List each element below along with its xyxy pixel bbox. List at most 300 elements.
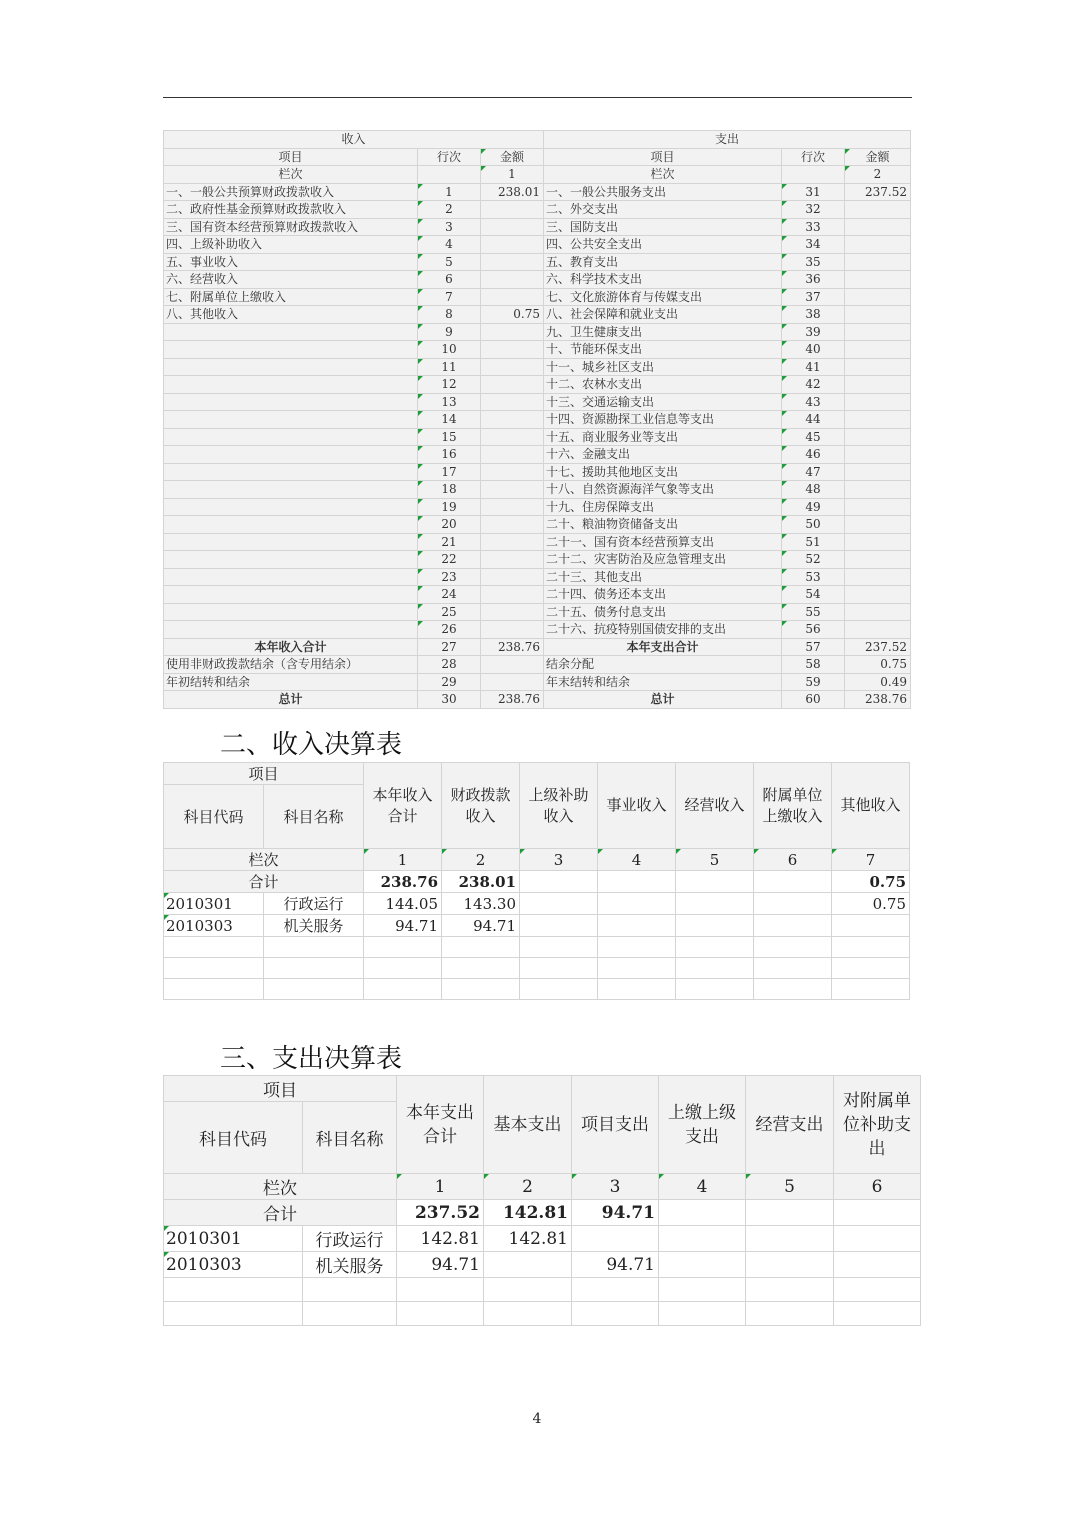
table-row-empty bbox=[164, 1278, 921, 1302]
expense-line-no: 46 bbox=[782, 446, 845, 464]
table-row bbox=[164, 915, 910, 937]
summary-lanci-row bbox=[164, 166, 911, 184]
expense-total-2: 142.81 bbox=[484, 1200, 572, 1226]
income-lanci-2: 2 bbox=[442, 849, 520, 871]
income-amount bbox=[481, 446, 544, 464]
expense-row2-code: 2010303 bbox=[164, 1252, 303, 1278]
income-col-item: 项目 bbox=[164, 148, 418, 166]
expense-item: 六、科学技术支出 bbox=[544, 271, 782, 289]
income-amount bbox=[481, 253, 544, 271]
year-total-expense-label: 本年支出合计 bbox=[544, 638, 782, 656]
grand-total-income-no: 30 bbox=[418, 691, 481, 709]
income-item: 一、一般公共预算财政拨款收入 bbox=[164, 183, 418, 201]
table-row bbox=[164, 498, 911, 516]
income-line-no: 10 bbox=[418, 341, 481, 359]
expense-item: 二十六、抗疫特别国债安排的支出 bbox=[544, 621, 782, 639]
expense-line-no: 37 bbox=[782, 288, 845, 306]
income-line-no: 21 bbox=[418, 533, 481, 551]
expense-line-no: 40 bbox=[782, 341, 845, 359]
expense-lanci-1: 1 bbox=[397, 1174, 484, 1200]
expense-head-col-3: 项目支出 bbox=[572, 1076, 659, 1174]
income-item bbox=[164, 498, 418, 516]
expense-line-no: 52 bbox=[782, 551, 845, 569]
table-row bbox=[164, 306, 911, 324]
income-total-5 bbox=[676, 871, 754, 893]
expense-line-no: 33 bbox=[782, 218, 845, 236]
expense-amount bbox=[845, 428, 911, 446]
expense-item: 一、一般公共服务支出 bbox=[544, 183, 782, 201]
income-row2-v7 bbox=[832, 915, 910, 937]
expense-row2-v2 bbox=[484, 1252, 572, 1278]
expense-item: 十七、援助其他地区支出 bbox=[544, 463, 782, 481]
income-head-row-1 bbox=[164, 763, 910, 785]
income-col-line: 行次 bbox=[418, 148, 481, 166]
r28-expense-no: 58 bbox=[782, 656, 845, 674]
income-head-col-7: 其他收入 bbox=[832, 763, 910, 849]
income-item bbox=[164, 516, 418, 534]
income-head-col-1: 本年收入合计 bbox=[364, 763, 442, 849]
table-row bbox=[164, 376, 911, 394]
income-item bbox=[164, 411, 418, 429]
income-head-col-2: 财政拨款收入 bbox=[442, 763, 520, 849]
header-rule bbox=[163, 97, 912, 98]
income-row2-v3 bbox=[520, 915, 598, 937]
expense-item: 十一、城乡社区支出 bbox=[544, 358, 782, 376]
income-amount bbox=[481, 201, 544, 219]
expense-item: 十二、农林水支出 bbox=[544, 376, 782, 394]
expense-amount bbox=[845, 568, 911, 586]
r28-income-label: 使用非财政拨款结余（含专用结余） bbox=[164, 656, 418, 674]
income-total-label: 合计 bbox=[164, 871, 364, 893]
grand-total-expense-amt: 238.76 bbox=[845, 691, 911, 709]
income-line-no: 26 bbox=[418, 621, 481, 639]
expense-amount bbox=[845, 481, 911, 499]
income-head-col-5: 经营收入 bbox=[676, 763, 754, 849]
table-row-empty bbox=[164, 958, 910, 979]
table-row bbox=[164, 568, 911, 586]
table-row-empty bbox=[164, 937, 910, 958]
income-amount bbox=[481, 271, 544, 289]
income-lanci-label: 栏次 bbox=[164, 849, 364, 871]
expense-item: 三、国防支出 bbox=[544, 218, 782, 236]
expense-lanci-4: 4 bbox=[659, 1174, 746, 1200]
expense-item: 十九、住房保障支出 bbox=[544, 498, 782, 516]
income-line-no: 9 bbox=[418, 323, 481, 341]
income-line-no: 23 bbox=[418, 568, 481, 586]
income-lanci-no: 1 bbox=[481, 166, 544, 184]
income-line-no: 2 bbox=[418, 201, 481, 219]
income-amount: 0.75 bbox=[481, 306, 544, 324]
expense-row1-v4 bbox=[659, 1226, 746, 1252]
year-total-expense-amt: 237.52 bbox=[845, 638, 911, 656]
year-total-income-amt: 238.76 bbox=[481, 638, 544, 656]
income-total-7: 0.75 bbox=[832, 871, 910, 893]
table-row bbox=[164, 463, 911, 481]
income-item bbox=[164, 428, 418, 446]
year-total-expense-no: 57 bbox=[782, 638, 845, 656]
income-line-no: 1 bbox=[418, 183, 481, 201]
expense-lanci: 栏次 bbox=[544, 166, 782, 184]
income-item: 八、其他收入 bbox=[164, 306, 418, 324]
income-amount bbox=[481, 481, 544, 499]
expense-line-no: 41 bbox=[782, 358, 845, 376]
expense-row2-v1: 94.71 bbox=[397, 1252, 484, 1278]
income-line-no: 11 bbox=[418, 358, 481, 376]
expense-amount bbox=[845, 516, 911, 534]
expense-item: 四、公共安全支出 bbox=[544, 236, 782, 254]
expense-item: 十八、自然资源海洋气象等支出 bbox=[544, 481, 782, 499]
expense-line-no: 32 bbox=[782, 201, 845, 219]
expense-row1-name: 行政运行 bbox=[303, 1226, 397, 1252]
expense-item: 十、节能环保支出 bbox=[544, 341, 782, 359]
income-section-title: 二、收入决算表 bbox=[220, 730, 403, 760]
income-item bbox=[164, 603, 418, 621]
year-total-income-label: 本年收入合计 bbox=[164, 638, 418, 656]
expense-head-code: 科目代码 bbox=[164, 1102, 303, 1174]
expense-line-no: 34 bbox=[782, 236, 845, 254]
table-row bbox=[164, 201, 911, 219]
expense-head-col-6: 对附属单位补助支出 bbox=[834, 1076, 921, 1174]
r28-expense-amt: 0.75 bbox=[845, 656, 911, 674]
table-row bbox=[164, 323, 911, 341]
expense-amount bbox=[845, 201, 911, 219]
income-line-no: 25 bbox=[418, 603, 481, 621]
expense-line-no: 35 bbox=[782, 253, 845, 271]
table-row bbox=[164, 393, 911, 411]
income-final-table bbox=[163, 762, 910, 1000]
income-amount bbox=[481, 218, 544, 236]
expense-line-no: 44 bbox=[782, 411, 845, 429]
expense-line-no: 51 bbox=[782, 533, 845, 551]
expense-item: 十五、商业服务业等支出 bbox=[544, 428, 782, 446]
income-line-no: 4 bbox=[418, 236, 481, 254]
income-line-no: 6 bbox=[418, 271, 481, 289]
income-line-no: 16 bbox=[418, 446, 481, 464]
income-row1-v4 bbox=[598, 893, 676, 915]
table-row-empty bbox=[164, 1302, 921, 1326]
expense-col-amount: 金额 bbox=[845, 148, 911, 166]
income-row2-v2: 94.71 bbox=[442, 915, 520, 937]
table-row bbox=[164, 586, 911, 604]
income-line-no: 14 bbox=[418, 411, 481, 429]
table-row bbox=[164, 516, 911, 534]
income-lanci-1: 1 bbox=[364, 849, 442, 871]
income-amount bbox=[481, 603, 544, 621]
income-row1-name: 行政运行 bbox=[264, 893, 364, 915]
income-amount bbox=[481, 393, 544, 411]
expense-amount bbox=[845, 323, 911, 341]
expense-amount bbox=[845, 463, 911, 481]
table-row bbox=[164, 551, 911, 569]
income-amount bbox=[481, 533, 544, 551]
expense-item: 二、外交支出 bbox=[544, 201, 782, 219]
income-total-4 bbox=[598, 871, 676, 893]
expense-line-no: 38 bbox=[782, 306, 845, 324]
income-head-col-4: 事业收入 bbox=[598, 763, 676, 849]
expense-lanci-no: 2 bbox=[845, 166, 911, 184]
expense-lanci-label: 栏次 bbox=[164, 1174, 397, 1200]
income-total-row bbox=[164, 871, 910, 893]
r29-income-label: 年初结转和结余 bbox=[164, 673, 418, 691]
expense-line-no: 56 bbox=[782, 621, 845, 639]
income-row2-v1: 94.71 bbox=[364, 915, 442, 937]
expense-final-table bbox=[163, 1075, 921, 1326]
income-line-no: 22 bbox=[418, 551, 481, 569]
expense-amount bbox=[845, 358, 911, 376]
expense-row2-name: 机关服务 bbox=[303, 1252, 397, 1278]
grand-total-income-label: 总计 bbox=[164, 691, 418, 709]
expense-line-no: 55 bbox=[782, 603, 845, 621]
expense-amount bbox=[845, 236, 911, 254]
income-item bbox=[164, 376, 418, 394]
income-head-col-3: 上级补助收入 bbox=[520, 763, 598, 849]
income-row1-v6 bbox=[754, 893, 832, 915]
income-item bbox=[164, 358, 418, 376]
income-lanci-5: 5 bbox=[676, 849, 754, 871]
expense-line-no: 48 bbox=[782, 481, 845, 499]
r29-income-no: 29 bbox=[418, 673, 481, 691]
income-line-no: 20 bbox=[418, 516, 481, 534]
income-item bbox=[164, 533, 418, 551]
expense-line-no: 47 bbox=[782, 463, 845, 481]
income-item bbox=[164, 481, 418, 499]
expense-lanci-3: 3 bbox=[572, 1174, 659, 1200]
expense-amount bbox=[845, 446, 911, 464]
expense-item: 二十四、债务还本支出 bbox=[544, 586, 782, 604]
table-row bbox=[164, 893, 910, 915]
expense-head-col-1: 本年支出合计 bbox=[397, 1076, 484, 1174]
expense-row1-v2: 142.81 bbox=[484, 1226, 572, 1252]
expense-item: 十三、交通运输支出 bbox=[544, 393, 782, 411]
table-row bbox=[164, 183, 911, 201]
income-lanci: 栏次 bbox=[164, 166, 418, 184]
income-item bbox=[164, 621, 418, 639]
income-line-no: 24 bbox=[418, 586, 481, 604]
expense-item: 二十三、其他支出 bbox=[544, 568, 782, 586]
expense-total-row bbox=[164, 1200, 921, 1226]
expense-row2-v6 bbox=[834, 1252, 921, 1278]
expense-total-1: 237.52 bbox=[397, 1200, 484, 1226]
expense-amount bbox=[845, 306, 911, 324]
income-row1-v5 bbox=[676, 893, 754, 915]
expense-row2-v3: 94.71 bbox=[572, 1252, 659, 1278]
r29-expense-no: 59 bbox=[782, 673, 845, 691]
expense-row2-v4 bbox=[659, 1252, 746, 1278]
expense-amount bbox=[845, 603, 911, 621]
income-row2-code: 2010303 bbox=[164, 915, 264, 937]
income-amount bbox=[481, 621, 544, 639]
income-amount bbox=[481, 516, 544, 534]
summary-year-total-row bbox=[164, 638, 911, 656]
income-amount bbox=[481, 288, 544, 306]
income-line-no: 5 bbox=[418, 253, 481, 271]
income-amount bbox=[481, 376, 544, 394]
expense-line-no: 49 bbox=[782, 498, 845, 516]
income-amount bbox=[481, 411, 544, 429]
r29-income-amt bbox=[481, 673, 544, 691]
income-line-no: 13 bbox=[418, 393, 481, 411]
income-lanci-row bbox=[164, 849, 910, 871]
income-total-1: 238.76 bbox=[364, 871, 442, 893]
expense-head-col-2: 基本支出 bbox=[484, 1076, 572, 1174]
expense-lanci-2: 2 bbox=[484, 1174, 572, 1200]
expense-amount bbox=[845, 376, 911, 394]
income-head-col-6: 附属单位上缴收入 bbox=[754, 763, 832, 849]
expense-line-no: 45 bbox=[782, 428, 845, 446]
income-amount bbox=[481, 551, 544, 569]
expense-line-no: 43 bbox=[782, 393, 845, 411]
income-row1-code: 2010301 bbox=[164, 893, 264, 915]
expense-total-label: 合计 bbox=[164, 1200, 397, 1226]
r28-income-amt bbox=[481, 656, 544, 674]
table-row bbox=[164, 271, 911, 289]
income-expense-summary-table bbox=[163, 130, 911, 709]
expense-total-4 bbox=[659, 1200, 746, 1226]
income-line-no: 3 bbox=[418, 218, 481, 236]
expense-total-3: 94.71 bbox=[572, 1200, 659, 1226]
expense-lanci-6: 6 bbox=[834, 1174, 921, 1200]
expense-col-item: 项目 bbox=[544, 148, 782, 166]
income-amount bbox=[481, 323, 544, 341]
table-row bbox=[164, 341, 911, 359]
income-total-6 bbox=[754, 871, 832, 893]
expense-amount bbox=[845, 621, 911, 639]
summary-row-28 bbox=[164, 656, 911, 674]
table-row bbox=[164, 603, 911, 621]
income-row1-v7: 0.75 bbox=[832, 893, 910, 915]
expense-amount bbox=[845, 586, 911, 604]
table-row bbox=[164, 218, 911, 236]
income-head-code: 科目代码 bbox=[164, 785, 264, 849]
expense-amount bbox=[845, 393, 911, 411]
expense-amount bbox=[845, 411, 911, 429]
expense-row1-v3 bbox=[572, 1226, 659, 1252]
income-line-no: 8 bbox=[418, 306, 481, 324]
income-amount bbox=[481, 586, 544, 604]
r29-expense-label: 年末结转和结余 bbox=[544, 673, 782, 691]
expense-item: 二十二、灾害防治及应急管理支出 bbox=[544, 551, 782, 569]
summary-col-header-row bbox=[164, 148, 911, 166]
expense-line-no: 31 bbox=[782, 183, 845, 201]
expense-item: 二十五、债务付息支出 bbox=[544, 603, 782, 621]
table-row bbox=[164, 428, 911, 446]
expense-row1-v5 bbox=[746, 1226, 834, 1252]
table-row bbox=[164, 288, 911, 306]
expense-head-row-1 bbox=[164, 1076, 921, 1102]
page-number: 4 bbox=[532, 1411, 542, 1427]
expense-amount bbox=[845, 551, 911, 569]
expense-col-line: 行次 bbox=[782, 148, 845, 166]
expense-line-no: 53 bbox=[782, 568, 845, 586]
income-item: 六、经营收入 bbox=[164, 271, 418, 289]
income-item bbox=[164, 551, 418, 569]
income-item bbox=[164, 323, 418, 341]
income-row2-v4 bbox=[598, 915, 676, 937]
expense-lanci-5: 5 bbox=[746, 1174, 834, 1200]
r28-income-no: 28 bbox=[418, 656, 481, 674]
income-lanci-line bbox=[418, 166, 481, 184]
income-item: 五、事业收入 bbox=[164, 253, 418, 271]
table-row bbox=[164, 1226, 921, 1252]
income-line-no: 18 bbox=[418, 481, 481, 499]
expense-amount bbox=[845, 253, 911, 271]
income-amount bbox=[481, 428, 544, 446]
income-header: 收入 bbox=[164, 131, 544, 149]
expense-amount bbox=[845, 288, 911, 306]
income-item: 二、政府性基金预算财政拨款收入 bbox=[164, 201, 418, 219]
income-line-no: 15 bbox=[418, 428, 481, 446]
income-line-no: 7 bbox=[418, 288, 481, 306]
income-head-name: 科目名称 bbox=[264, 785, 364, 849]
expense-section-title: 三、支出决算表 bbox=[220, 1044, 403, 1074]
expense-total-5 bbox=[746, 1200, 834, 1226]
expense-item: 二十一、国有资本经营预算支出 bbox=[544, 533, 782, 551]
expense-row1-v6 bbox=[834, 1226, 921, 1252]
table-row bbox=[164, 621, 911, 639]
income-item bbox=[164, 463, 418, 481]
grand-total-expense-label: 总计 bbox=[544, 691, 782, 709]
income-lanci-4: 4 bbox=[598, 849, 676, 871]
expense-amount: 237.52 bbox=[845, 183, 911, 201]
r29-expense-amt: 0.49 bbox=[845, 673, 911, 691]
expense-item: 八、社会保障和就业支出 bbox=[544, 306, 782, 324]
income-amount bbox=[481, 463, 544, 481]
table-row bbox=[164, 446, 911, 464]
grand-total-income-amt: 238.76 bbox=[481, 691, 544, 709]
expense-item: 二十、粮油物资储备支出 bbox=[544, 516, 782, 534]
expense-lanci-line bbox=[782, 166, 845, 184]
expense-amount bbox=[845, 218, 911, 236]
expense-line-no: 39 bbox=[782, 323, 845, 341]
expense-amount bbox=[845, 533, 911, 551]
table-row bbox=[164, 236, 911, 254]
r28-expense-label: 结余分配 bbox=[544, 656, 782, 674]
expense-head-item: 项目 bbox=[164, 1076, 397, 1102]
table-row bbox=[164, 358, 911, 376]
expense-line-no: 36 bbox=[782, 271, 845, 289]
income-item bbox=[164, 586, 418, 604]
income-item bbox=[164, 341, 418, 359]
income-row1-v2: 143.30 bbox=[442, 893, 520, 915]
income-item bbox=[164, 446, 418, 464]
summary-grand-total-row bbox=[164, 691, 911, 709]
expense-line-no: 54 bbox=[782, 586, 845, 604]
expense-item: 五、教育支出 bbox=[544, 253, 782, 271]
expense-amount bbox=[845, 498, 911, 516]
expense-item: 九、卫生健康支出 bbox=[544, 323, 782, 341]
income-item bbox=[164, 393, 418, 411]
expense-item: 七、文化旅游体育与传媒支出 bbox=[544, 288, 782, 306]
income-line-no: 19 bbox=[418, 498, 481, 516]
table-row bbox=[164, 533, 911, 551]
expense-row1-v1: 142.81 bbox=[397, 1226, 484, 1252]
income-row2-v6 bbox=[754, 915, 832, 937]
income-amount bbox=[481, 358, 544, 376]
income-amount bbox=[481, 568, 544, 586]
expense-head-col-4: 上缴上级支出 bbox=[659, 1076, 746, 1174]
expense-row2-v5 bbox=[746, 1252, 834, 1278]
expense-amount bbox=[845, 271, 911, 289]
expense-item: 十六、金融支出 bbox=[544, 446, 782, 464]
expense-row1-code: 2010301 bbox=[164, 1226, 303, 1252]
summary-row-29 bbox=[164, 673, 911, 691]
grand-total-expense-no: 60 bbox=[782, 691, 845, 709]
income-amount bbox=[481, 341, 544, 359]
table-row bbox=[164, 253, 911, 271]
table-row bbox=[164, 1252, 921, 1278]
year-total-income-no: 27 bbox=[418, 638, 481, 656]
expense-total-6 bbox=[834, 1200, 921, 1226]
